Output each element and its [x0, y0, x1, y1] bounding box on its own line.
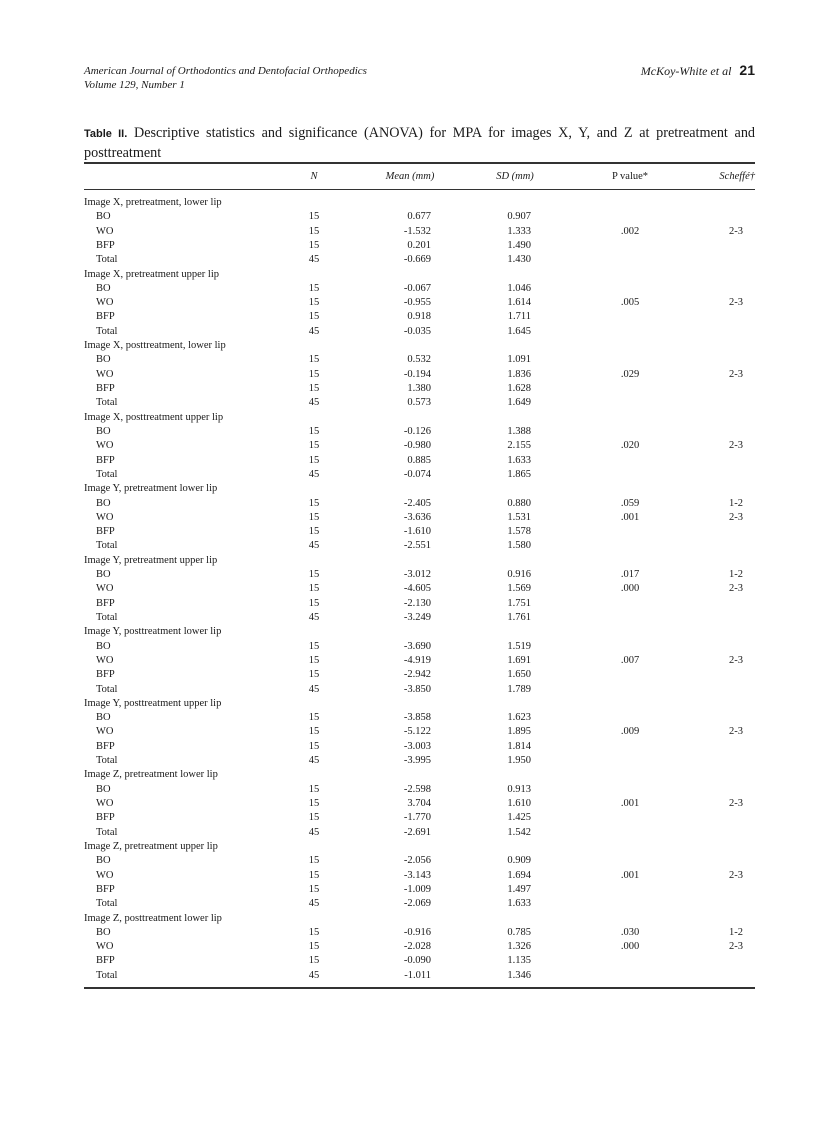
table-row [0, 668, 838, 682]
table-row [0, 597, 838, 611]
cell-scheffe: 2-3 [729, 440, 743, 452]
cell-mean: -3.995 [403, 755, 431, 767]
cell-mean: 0.677 [407, 211, 431, 223]
cell-group: WO [96, 440, 114, 452]
cell-n: 15 [308, 383, 320, 395]
cell-group: BFP [96, 883, 115, 895]
cell-group: WO [96, 654, 114, 666]
table-row [0, 582, 838, 596]
cell-mean: -2.405 [403, 497, 431, 509]
cell-sd: 1.649 [507, 397, 531, 409]
cell-n: 45 [308, 969, 320, 981]
journal-title: American Journal of Orthodontics and Dentofacial Orthopedics [84, 65, 367, 77]
group-title: Image Y, posttreatment lower lip [84, 626, 222, 638]
cell-scheffe: 1-2 [729, 926, 743, 938]
cell-sd: 1.751 [507, 597, 531, 609]
cell-sd: 1.430 [507, 254, 531, 266]
table-row [0, 969, 838, 983]
cell-sd: 1.865 [507, 468, 531, 480]
cell-sd: 1.333 [507, 225, 531, 237]
cell-n: 15 [308, 368, 320, 380]
cell-mean: -0.035 [403, 325, 431, 337]
cell-n: 15 [308, 297, 320, 309]
cell-sd: 1.531 [507, 511, 531, 523]
cell-mean: -2.691 [403, 826, 431, 838]
cell-p-value: .002 [620, 225, 640, 237]
cell-sd: 0.907 [507, 211, 531, 223]
cell-n: 15 [308, 740, 320, 752]
cell-n: 15 [308, 511, 320, 523]
table-row [0, 854, 838, 868]
cell-p-value: .029 [620, 368, 640, 380]
cell-mean: -0.916 [403, 926, 431, 938]
cell-scheffe: 2-3 [729, 941, 743, 953]
table-row [0, 954, 838, 968]
cell-mean: -0.194 [403, 368, 431, 380]
cell-scheffe: 2-3 [729, 297, 743, 309]
table-row [0, 353, 838, 367]
cell-scheffe: 2-3 [729, 654, 743, 666]
cell-group: BO [96, 640, 111, 652]
table-row [0, 382, 838, 396]
cell-n: 45 [308, 755, 320, 767]
cell-group: BO [96, 497, 111, 509]
table-row [0, 239, 838, 253]
cell-sd: 1.610 [507, 798, 531, 810]
table-row [0, 525, 838, 539]
table-caption [84, 124, 755, 163]
group-title: Image X, pretreatment, lower lip [84, 197, 222, 208]
group-header-row [0, 840, 838, 854]
cell-group: BO [96, 783, 111, 795]
cell-n: 45 [308, 898, 320, 910]
cell-group: BFP [96, 311, 115, 323]
cell-scheffe: 2-3 [729, 726, 743, 738]
group-header-row [0, 697, 838, 711]
table-row [0, 253, 838, 267]
cell-p-value: .007 [620, 654, 640, 666]
cell-sd: 1.789 [507, 683, 531, 695]
cell-mean: 0.918 [407, 311, 431, 323]
cell-mean: -0.074 [403, 468, 431, 480]
cell-mean: -4.919 [403, 654, 431, 666]
cell-group: BO [96, 211, 111, 223]
cell-n: 15 [308, 941, 320, 953]
group-header-row [0, 912, 838, 926]
table-row [0, 539, 838, 553]
table-row [0, 640, 838, 654]
group-title: Image X, posttreatment, lower lip [84, 340, 226, 352]
col-header-sd: SD (mm) [496, 171, 534, 182]
table-top-rule [84, 162, 755, 164]
cell-n: 15 [308, 669, 320, 681]
table-row [0, 497, 838, 511]
table-row [0, 454, 838, 468]
cell-mean: -2.942 [403, 669, 431, 681]
cell-n: 15 [308, 798, 320, 810]
group-title: Image Z, pretreatment lower lip [84, 769, 218, 781]
cell-mean: -5.122 [403, 726, 431, 738]
cell-n: 45 [308, 254, 320, 266]
cell-mean: -3.012 [403, 569, 431, 581]
cell-mean: -0.669 [403, 254, 431, 266]
cell-mean: -3.690 [403, 640, 431, 652]
cell-sd: 0.913 [507, 783, 531, 795]
cell-group: Total [96, 969, 118, 981]
table-row [0, 883, 838, 897]
cell-p-value: .001 [620, 869, 640, 881]
table-row [0, 740, 838, 754]
cell-mean: -3.636 [403, 511, 431, 523]
cell-sd: 1.519 [507, 640, 531, 652]
cell-sd: 1.326 [507, 941, 531, 953]
cell-mean: -2.056 [403, 855, 431, 867]
cell-sd: 1.490 [507, 239, 531, 251]
table-row [0, 926, 838, 940]
cell-group: BFP [96, 454, 115, 466]
cell-mean: -3.003 [403, 740, 431, 752]
cell-mean: 3.704 [407, 798, 431, 810]
cell-group: Total [96, 898, 118, 910]
cell-mean: 1.380 [407, 383, 431, 395]
table-caption-text: Descriptive statistics and significance (ANOVA) for MPA for images X, Y, and Z at pretreatment and posttreatment [84, 125, 756, 161]
group-title: Image Z, posttreatment lower lip [84, 912, 222, 924]
cell-mean: -1.011 [404, 969, 431, 981]
cell-sd: 1.046 [507, 282, 531, 294]
table-row [0, 310, 838, 324]
cell-group: WO [96, 583, 114, 595]
cell-group: WO [96, 297, 114, 309]
cell-mean: 0.201 [407, 239, 431, 251]
table-row [0, 282, 838, 296]
cell-mean: -3.858 [403, 712, 431, 724]
cell-mean: -3.143 [403, 869, 431, 881]
cell-n: 15 [308, 311, 320, 323]
cell-p-value: .009 [620, 726, 640, 738]
cell-p-value: .030 [620, 926, 640, 938]
cell-mean: -3.850 [403, 683, 431, 695]
running-header-journal [84, 64, 367, 92]
cell-p-value: .000 [620, 583, 640, 595]
cell-group: BO [96, 354, 111, 366]
cell-n: 15 [308, 640, 320, 652]
group-header-row [0, 411, 838, 425]
journal-volume: Volume 129, Number 1 [84, 79, 185, 91]
table-row [0, 439, 838, 453]
cell-sd: 1.346 [507, 969, 531, 981]
cell-sd: 1.614 [507, 297, 531, 309]
table-row [0, 325, 838, 339]
table-header-rule [84, 189, 755, 190]
table-row [0, 783, 838, 797]
cell-mean: -2.551 [403, 540, 431, 552]
table-row [0, 468, 838, 482]
cell-p-value: .059 [620, 497, 640, 509]
cell-n: 15 [308, 712, 320, 724]
cell-scheffe: 1-2 [729, 497, 743, 509]
cell-group: Total [96, 755, 118, 767]
table-row [0, 225, 838, 239]
table-row [0, 296, 838, 310]
cell-group: Total [96, 540, 118, 552]
cell-scheffe: 2-3 [729, 798, 743, 810]
cell-group: Total [96, 683, 118, 695]
cell-scheffe: 2-3 [729, 368, 743, 380]
cell-group: Total [96, 611, 118, 623]
cell-p-value: .001 [620, 798, 640, 810]
cell-mean: -0.090 [403, 955, 431, 967]
cell-mean: 0.885 [407, 454, 431, 466]
cell-n: 15 [308, 354, 320, 366]
cell-mean: -0.955 [403, 297, 431, 309]
cell-p-value: .001 [620, 511, 640, 523]
group-title: Image Y, posttreatment upper lip [84, 697, 222, 709]
cell-n: 15 [308, 955, 320, 967]
cell-n: 45 [308, 540, 320, 552]
cell-group: Total [96, 397, 118, 409]
table-label: Table II. [84, 128, 128, 140]
table-row [0, 568, 838, 582]
cell-n: 15 [308, 497, 320, 509]
cell-scheffe: 1-2 [729, 569, 743, 581]
table-row [0, 654, 838, 668]
cell-n: 15 [308, 282, 320, 294]
cell-group: BFP [96, 597, 115, 609]
cell-group: BO [96, 425, 111, 437]
cell-n: 15 [308, 583, 320, 595]
cell-n: 15 [308, 726, 320, 738]
cell-mean: -1.610 [403, 526, 431, 538]
table-row [0, 368, 838, 382]
cell-sd: 1.950 [507, 755, 531, 767]
cell-group: WO [96, 798, 114, 810]
group-header-row [0, 196, 838, 210]
cell-sd: 1.497 [507, 883, 531, 895]
cell-sd: 1.645 [507, 325, 531, 337]
cell-n: 15 [308, 926, 320, 938]
cell-mean: 0.573 [407, 397, 431, 409]
group-header-row [0, 268, 838, 282]
cell-sd: 1.691 [507, 654, 531, 666]
group-title: Image X, pretreatment upper lip [84, 268, 219, 280]
cell-group: WO [96, 941, 114, 953]
cell-n: 45 [308, 468, 320, 480]
cell-group: BO [96, 569, 111, 581]
cell-group: BFP [96, 383, 115, 395]
cell-n: 15 [308, 526, 320, 538]
cell-scheffe: 2-3 [729, 511, 743, 523]
cell-sd: 1.694 [507, 869, 531, 881]
cell-mean: -0.067 [403, 282, 431, 294]
cell-group: BFP [96, 955, 115, 967]
cell-sd: 0.880 [507, 497, 531, 509]
cell-group: BO [96, 282, 111, 294]
group-title: Image Y, pretreatment lower lip [84, 483, 218, 495]
cell-n: 45 [308, 325, 320, 337]
cell-sd: 2.155 [507, 440, 531, 452]
table-row [0, 811, 838, 825]
cell-mean: -0.126 [403, 425, 431, 437]
table-row [0, 396, 838, 410]
cell-group: WO [96, 869, 114, 881]
running-header-page [641, 62, 755, 79]
page-number: 21 [739, 62, 755, 78]
cell-mean: -2.028 [403, 941, 431, 953]
cell-mean: -2.069 [403, 898, 431, 910]
cell-sd: 1.135 [507, 955, 531, 967]
cell-group: Total [96, 826, 118, 838]
cell-group: WO [96, 368, 114, 380]
cell-sd: 1.711 [507, 311, 531, 323]
cell-sd: 1.580 [507, 540, 531, 552]
cell-group: BFP [96, 239, 115, 251]
group-header-row [0, 768, 838, 782]
cell-mean: -4.605 [403, 583, 431, 595]
cell-n: 15 [308, 440, 320, 452]
cell-sd: 1.633 [507, 898, 531, 910]
cell-n: 15 [308, 597, 320, 609]
table-row [0, 897, 838, 911]
cell-mean: -2.130 [403, 597, 431, 609]
group-title: Image X, posttreatment upper lip [84, 411, 224, 423]
cell-sd: 1.091 [507, 354, 531, 366]
table-row [0, 754, 838, 768]
cell-group: BFP [96, 526, 115, 538]
cell-group: BFP [96, 740, 115, 752]
table-row [0, 210, 838, 224]
col-header-mean: Mean (mm) [385, 171, 435, 182]
cell-n: 15 [308, 783, 320, 795]
cell-n: 45 [308, 397, 320, 409]
cell-mean: -0.980 [403, 440, 431, 452]
table-row [0, 611, 838, 625]
table-row [0, 940, 838, 954]
table-row [0, 826, 838, 840]
cell-p-value: .005 [620, 297, 640, 309]
cell-mean: -1.009 [403, 883, 431, 895]
authors: McKoy-White et al [640, 64, 732, 78]
cell-p-value: .020 [620, 440, 640, 452]
cell-mean: 0.532 [407, 354, 431, 366]
cell-n: 15 [308, 454, 320, 466]
cell-n: 15 [308, 869, 320, 881]
cell-sd: 1.628 [507, 383, 531, 395]
cell-n: 15 [308, 569, 320, 581]
cell-n: 15 [308, 239, 320, 251]
cell-n: 15 [308, 654, 320, 666]
cell-p-value: .000 [620, 941, 640, 953]
cell-n: 45 [308, 683, 320, 695]
table-row [0, 425, 838, 439]
cell-group: BO [96, 712, 111, 724]
cell-p-value: .017 [620, 569, 640, 581]
cell-group: WO [96, 511, 114, 523]
table-bottom-rule [84, 987, 755, 989]
cell-n: 15 [308, 855, 320, 867]
cell-group: BFP [96, 812, 115, 824]
cell-group: WO [96, 726, 114, 738]
cell-scheffe: 2-3 [729, 583, 743, 595]
cell-sd: 1.425 [507, 812, 531, 824]
group-title: Image Y, pretreatment upper lip [84, 554, 218, 566]
cell-sd: 1.650 [507, 669, 531, 681]
group-header-row [0, 339, 838, 353]
cell-sd: 1.542 [507, 826, 531, 838]
cell-sd: 1.388 [507, 425, 531, 437]
cell-group: BFP [96, 669, 115, 681]
cell-group: Total [96, 468, 118, 480]
cell-sd: 0.785 [507, 926, 531, 938]
cell-sd: 1.814 [507, 740, 531, 752]
cell-sd: 1.569 [507, 583, 531, 595]
cell-sd: 0.916 [507, 569, 531, 581]
cell-group: Total [96, 325, 118, 337]
group-title: Image Z, pretreatment upper lip [84, 840, 218, 852]
cell-sd: 1.761 [507, 611, 531, 623]
cell-sd: 1.578 [507, 526, 531, 538]
col-header-scheffe: Scheffé† [719, 171, 755, 182]
table-row [0, 711, 838, 725]
cell-mean: -3.249 [403, 611, 431, 623]
cell-mean: -1.770 [403, 812, 431, 824]
cell-sd: 1.895 [507, 726, 531, 738]
cell-n: 15 [308, 812, 320, 824]
cell-scheffe: 2-3 [729, 869, 743, 881]
col-header-p-value: P value* [611, 171, 649, 182]
table-row [0, 511, 838, 525]
cell-group: WO [96, 225, 114, 237]
group-header-row [0, 482, 838, 496]
cell-sd: 0.909 [507, 855, 531, 867]
table-row [0, 725, 838, 739]
cell-sd: 1.623 [507, 712, 531, 724]
cell-sd: 1.836 [507, 368, 531, 380]
cell-mean: -2.598 [403, 783, 431, 795]
cell-n: 15 [308, 225, 320, 237]
cell-n: 15 [308, 425, 320, 437]
cell-scheffe: 2-3 [729, 225, 743, 237]
cell-group: BO [96, 855, 111, 867]
table-row [0, 683, 838, 697]
cell-n: 15 [308, 211, 320, 223]
cell-group: Total [96, 254, 118, 266]
cell-sd: 1.633 [507, 454, 531, 466]
cell-n: 15 [308, 883, 320, 895]
table-row [0, 797, 838, 811]
group-header-row [0, 625, 838, 639]
cell-group: BO [96, 926, 111, 938]
cell-mean: -1.532 [403, 225, 431, 237]
cell-n: 45 [308, 611, 320, 623]
col-header-n: N [310, 171, 318, 182]
table-row [0, 869, 838, 883]
cell-n: 45 [308, 826, 320, 838]
group-header-row [0, 554, 838, 568]
